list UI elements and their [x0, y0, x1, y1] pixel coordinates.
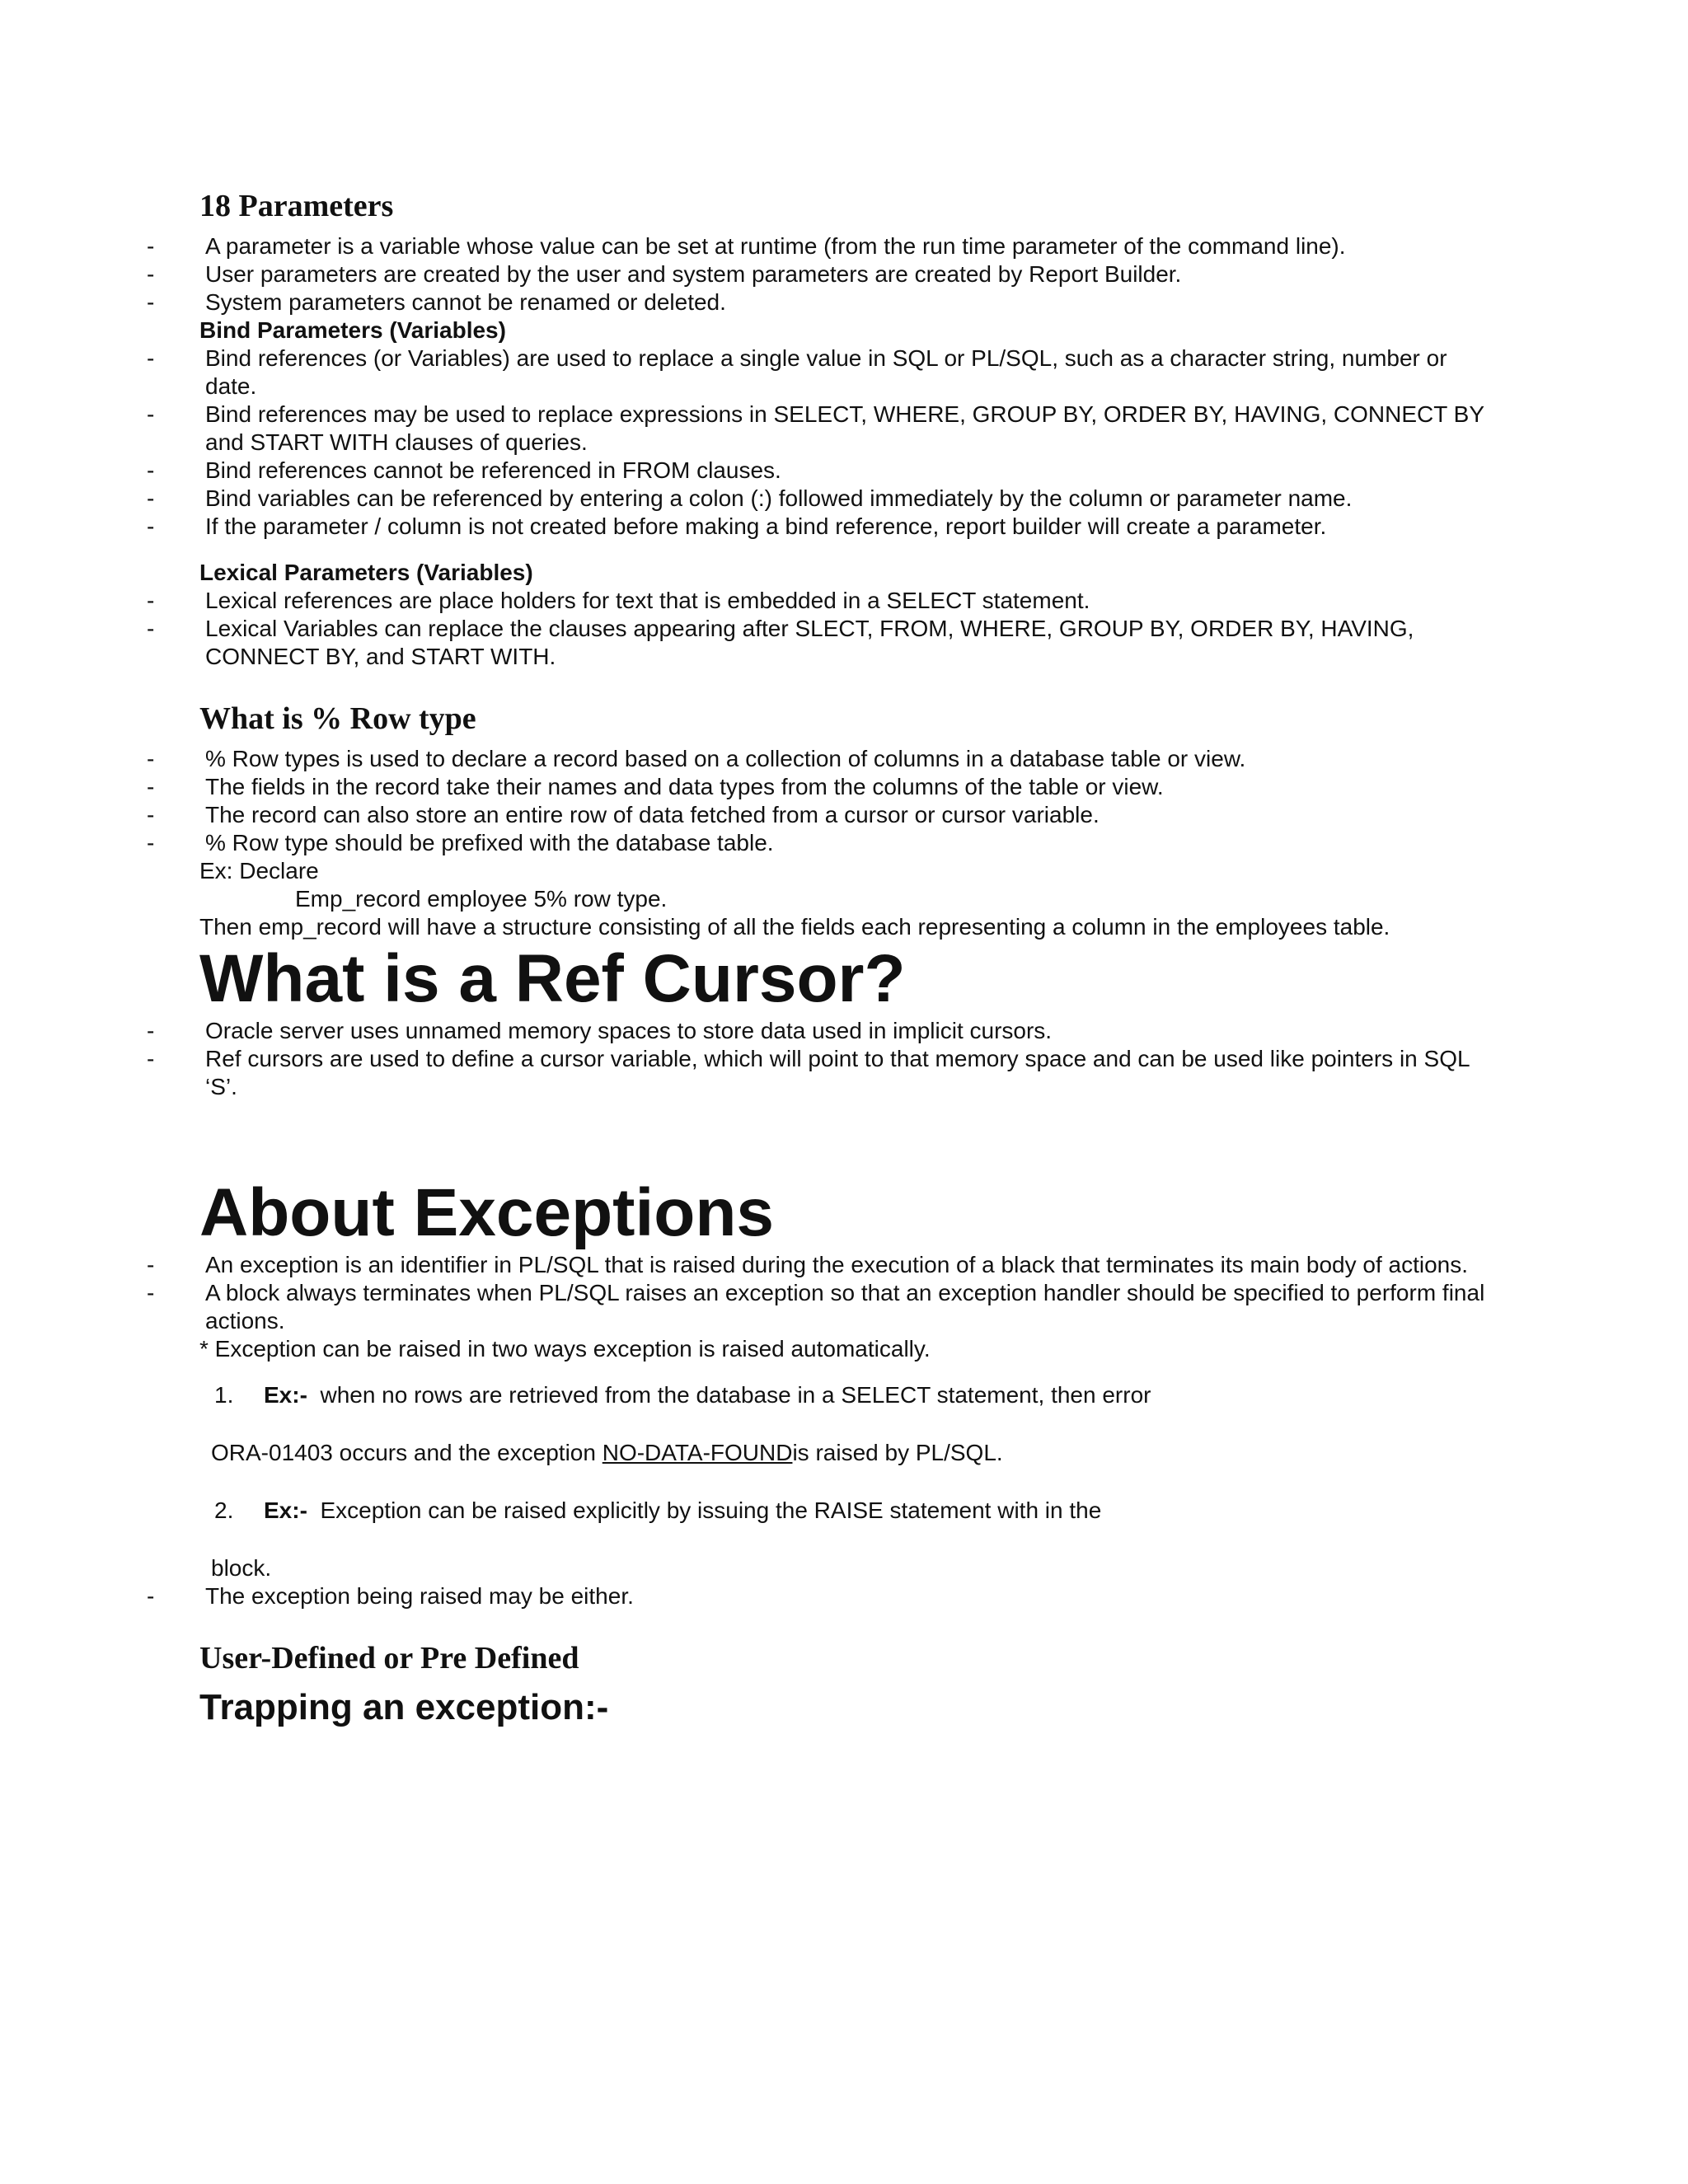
bind-bullet-3: - Bind references cannot be referenced in FROM clauses.: [147, 457, 781, 483]
rowtype-conclusion: Then emp_record will have a structure consisting of all the fields each representing a column in the employees table.: [199, 914, 1390, 940]
exceptions-item-1-continuation: ORA-01403 occurs and the exception NO-DATA-FOUNDis raised by PL/SQL.: [211, 1440, 1003, 1465]
bind-parameters-subhead: Bind Parameters (Variables): [199, 317, 506, 343]
rowtype-bullet-2: - The fields in the record take their names and data types from the columns of the table or view.: [147, 774, 1164, 799]
exceptions-bullet-1: - An exception is an identifier in PL/SQL that is raised during the execution of a black that terminates its main body of actions.: [147, 1252, 1469, 1277]
rowtype-example-label: Ex: Declare: [199, 858, 319, 883]
exceptions-item-2-continuation: block.: [211, 1555, 272, 1581]
exceptions-last-bullet: - The exception being raised may be either.: [147, 1583, 634, 1609]
parameters-bullet-2: - User parameters are created by the user and system parameters are created by Report Builder.: [147, 261, 1182, 287]
rowtype-bullet-3: - The record can also store an entire row of data fetched from a cursor or cursor variable.: [147, 802, 1100, 827]
rowtype-bullet-4: - % Row type should be prefixed with the database table.: [147, 830, 774, 855]
page-content: [147, 188, 1498, 1731]
rowtype-heading: What is % Row type: [199, 701, 476, 736]
lexical-parameters-subhead: Lexical Parameters (Variables): [199, 560, 533, 585]
parameters-bullet-3: - System parameters cannot be renamed or deleted.: [147, 289, 726, 315]
rowtype-bullet-1: - % Row types is used to declare a record based on a collection of columns in a database table or view.: [147, 746, 1246, 771]
user-defined-heading: User-Defined or Pre Defined: [199, 1641, 579, 1675]
parameters-heading: 18 Parameters: [199, 189, 394, 223]
trapping-heading: Trapping an exception:-: [199, 1687, 609, 1727]
bind-bullet-1: - Bind references (or Variables) are used to replace a single value in SQL or PL/SQL, such as a character string, number or date.: [147, 345, 1447, 399]
lexical-bullet-2: - Lexical Variables can replace the clauses appearing after SLECT, FROM, WHERE, GROUP BY, ORDER BY, HAVING, CONNECT BY, and START WITH.: [147, 616, 1414, 669]
exceptions-bullet-2: - A block always terminates when PL/SQL raises an exception so that an exception handler should be specified to perform final actions.: [147, 1280, 1485, 1333]
ref-cursor-bullet-1: - Oracle server uses unnamed memory spaces to store data used in implicit cursors.: [147, 1018, 1053, 1043]
bind-bullet-4: - Bind variables can be referenced by entering a colon (:) followed immediately by the column or parameter name.: [147, 485, 1353, 511]
exceptions-star-line: * Exception can be raised in two ways exception is raised automatically.: [199, 1336, 931, 1361]
bind-bullet-2: - Bind references may be used to replace expressions in SELECT, WHERE, GROUP BY, ORDER BY, HAVING, CONNECT BY and START WITH clauses of queries.: [147, 401, 1484, 455]
no-data-found-term: NO-DATA-FOUND: [602, 1440, 793, 1465]
lexical-bullet-1: - Lexical references are place holders for text that is embedded in a SELECT statement.: [147, 588, 1090, 613]
ref-cursor-bullet-2: - Ref cursors are used to define a cursor variable, which will point to that memory space and can be used like pointers in SQL ‘S’.: [147, 1046, 1470, 1099]
ref-cursor-heading: What is a Ref Cursor?: [199, 941, 906, 1016]
exceptions-item-1: 1. Ex:- when no rows are retrieved from the database in a SELECT statement, then error: [214, 1382, 1151, 1408]
parameters-bullet-1: - A parameter is a variable whose value can be set at runtime (from the run time parameter of the command line).: [147, 233, 1346, 259]
exceptions-item-2: 2. Ex:- Exception can be raised explicitly by issuing the RAISE statement with in the: [214, 1497, 1102, 1523]
bind-bullet-5: - If the parameter / column is not created before making a bind reference, report builder will create a parameter.: [147, 513, 1327, 539]
rowtype-example-code: Emp_record employee 5% row type.: [295, 886, 668, 912]
exceptions-heading: About Exceptions: [199, 1175, 775, 1250]
